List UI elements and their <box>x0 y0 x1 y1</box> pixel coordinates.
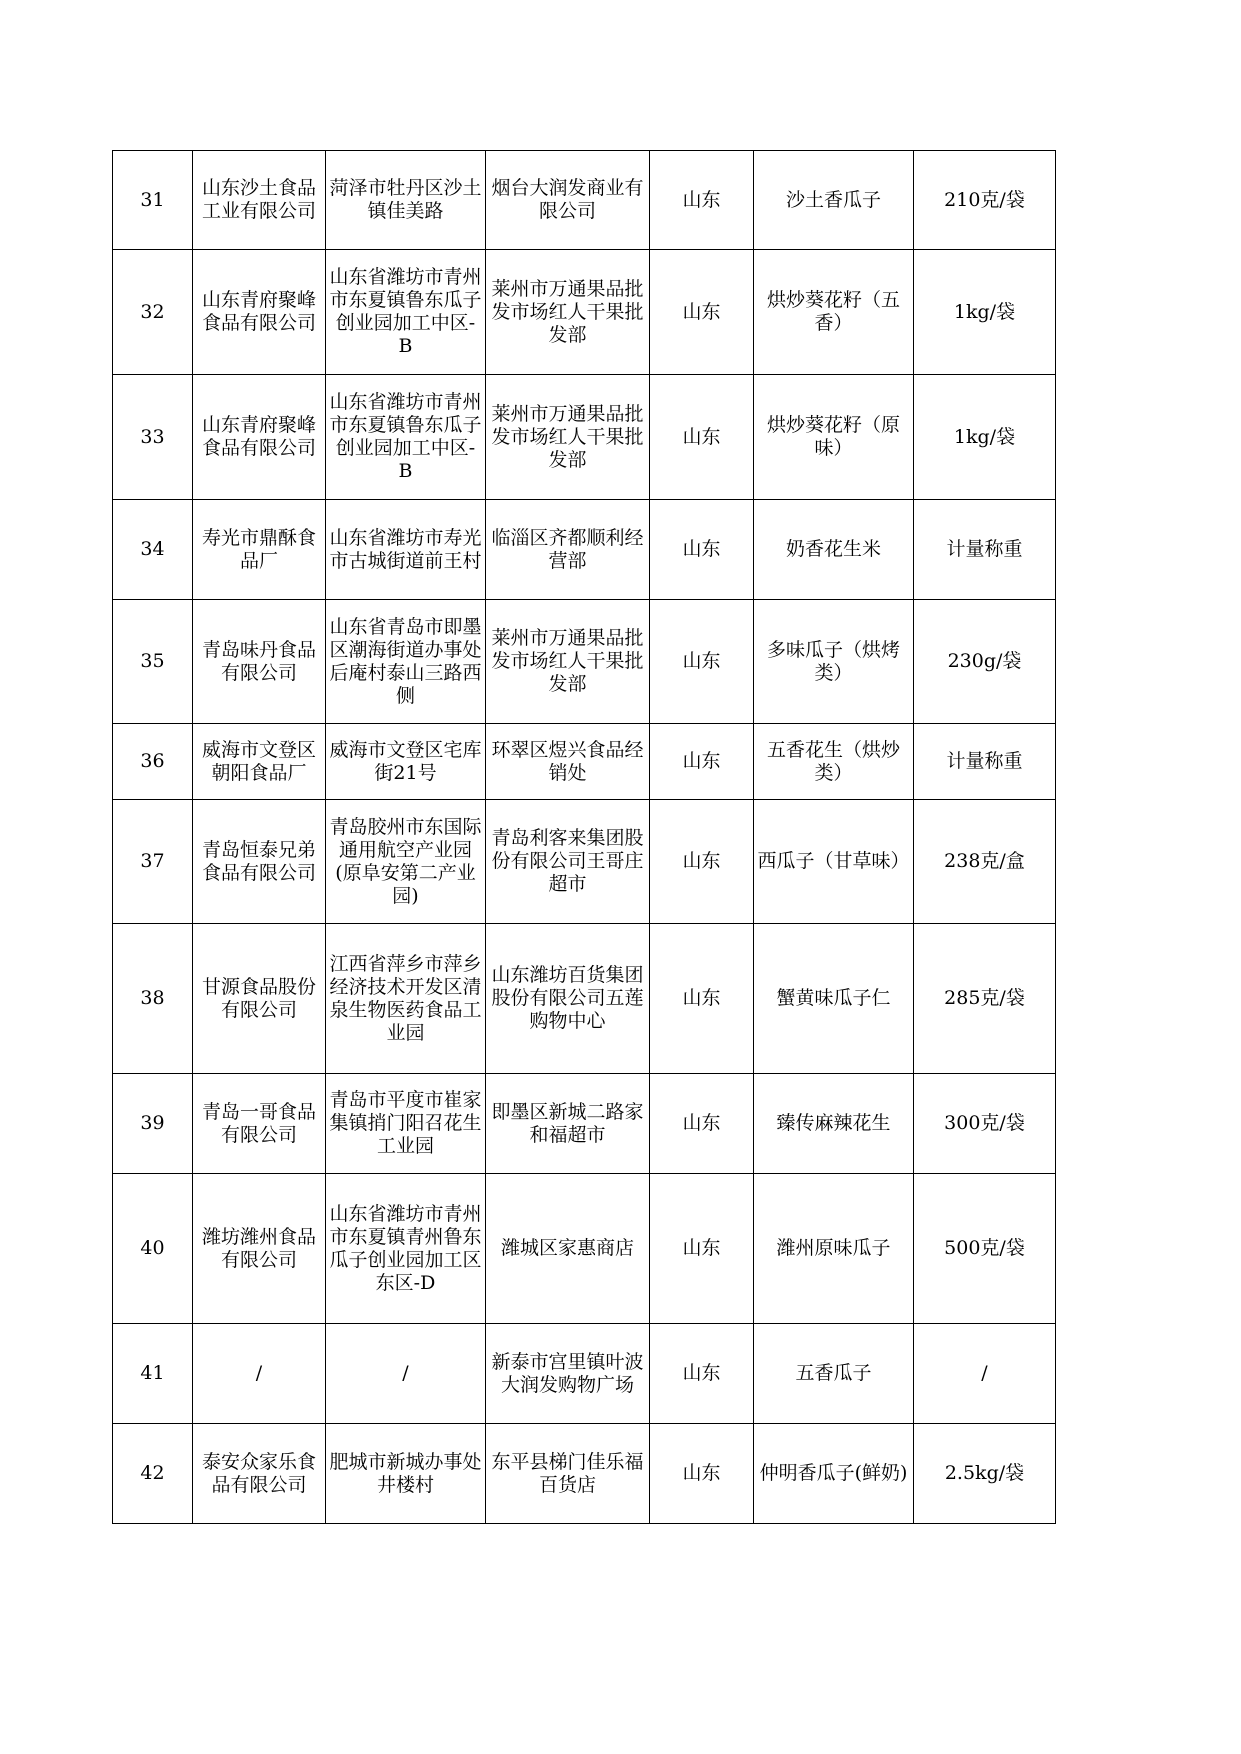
product-table <box>112 150 1056 1524</box>
cell-spec: 计量称重 <box>914 724 1056 800</box>
cell-address: 肥城市新城办事处井楼村 <box>326 1424 486 1524</box>
cell-product: 多味瓜子（烘烤类） <box>754 600 914 724</box>
cell-spec: 计量称重 <box>914 500 1056 600</box>
cell-product: 奶香花生米 <box>754 500 914 600</box>
cell-spec: 238克/盒 <box>914 800 1056 924</box>
cell-address: / <box>326 1324 486 1424</box>
table-row <box>113 1174 1056 1324</box>
cell-manufacturer: 威海市文登区朝阳食品厂 <box>193 724 326 800</box>
cell-no: 42 <box>113 1424 193 1524</box>
cell-spec: 285克/袋 <box>914 924 1056 1074</box>
cell-manufacturer: 潍坊潍州食品有限公司 <box>193 1174 326 1324</box>
cell-manufacturer: 青岛一哥食品有限公司 <box>193 1074 326 1174</box>
cell-address: 山东省潍坊市青州市东夏镇鲁东瓜子创业园加工中区-B <box>326 250 486 375</box>
cell-no: 34 <box>113 500 193 600</box>
cell-province: 山东 <box>650 151 754 250</box>
table-row <box>113 724 1056 800</box>
cell-spec: / <box>914 1324 1056 1424</box>
cell-province: 山东 <box>650 924 754 1074</box>
cell-province: 山东 <box>650 250 754 375</box>
cell-manufacturer: / <box>193 1324 326 1424</box>
cell-no: 41 <box>113 1324 193 1424</box>
cell-province: 山东 <box>650 375 754 500</box>
cell-product: 蟹黄味瓜子仁 <box>754 924 914 1074</box>
cell-manufacturer: 甘源食品股份有限公司 <box>193 924 326 1074</box>
cell-manufacturer: 山东青府聚峰食品有限公司 <box>193 375 326 500</box>
table-row <box>113 250 1056 375</box>
cell-manufacturer: 青岛恒泰兄弟食品有限公司 <box>193 800 326 924</box>
cell-address: 山东省潍坊市青州市东夏镇鲁东瓜子创业园加工中区-B <box>326 375 486 500</box>
cell-seller: 莱州市万通果品批发市场红人干果批发部 <box>486 600 650 724</box>
cell-no: 35 <box>113 600 193 724</box>
table-row <box>113 1424 1056 1524</box>
cell-spec: 500克/袋 <box>914 1174 1056 1324</box>
cell-address: 江西省萍乡市萍乡经济技术开发区清泉生物医药食品工业园 <box>326 924 486 1074</box>
cell-address: 青岛胶州市东国际通用航空产业园(原阜安第二产业园) <box>326 800 486 924</box>
cell-product: 沙土香瓜子 <box>754 151 914 250</box>
cell-province: 山东 <box>650 1424 754 1524</box>
cell-address: 山东省潍坊市寿光市古城街道前王村 <box>326 500 486 600</box>
cell-no: 33 <box>113 375 193 500</box>
cell-province: 山东 <box>650 600 754 724</box>
cell-product: 五香花生（烘炒类） <box>754 724 914 800</box>
cell-product: 潍州原味瓜子 <box>754 1174 914 1324</box>
cell-product: 西瓜子（甘草味） <box>754 800 914 924</box>
cell-product: 仲明香瓜子(鲜奶) <box>754 1424 914 1524</box>
cell-address: 青岛市平度市崔家集镇捎门阳召花生工业园 <box>326 1074 486 1174</box>
cell-province: 山东 <box>650 1324 754 1424</box>
cell-seller: 莱州市万通果品批发市场红人干果批发部 <box>486 375 650 500</box>
cell-product: 烘炒葵花籽（原味） <box>754 375 914 500</box>
table-row <box>113 600 1056 724</box>
cell-product: 烘炒葵花籽（五香） <box>754 250 914 375</box>
cell-no: 37 <box>113 800 193 924</box>
cell-spec: 1kg/袋 <box>914 375 1056 500</box>
cell-manufacturer: 山东青府聚峰食品有限公司 <box>193 250 326 375</box>
cell-province: 山东 <box>650 800 754 924</box>
cell-address: 威海市文登区宅库街21号 <box>326 724 486 800</box>
cell-seller: 烟台大润发商业有限公司 <box>486 151 650 250</box>
cell-address: 菏泽市牡丹区沙土镇佳美路 <box>326 151 486 250</box>
cell-address: 山东省潍坊市青州市东夏镇青州鲁东瓜子创业园加工区东区-D <box>326 1174 486 1324</box>
cell-manufacturer: 寿光市鼎酥食品厂 <box>193 500 326 600</box>
cell-province: 山东 <box>650 500 754 600</box>
cell-no: 39 <box>113 1074 193 1174</box>
cell-seller: 临淄区齐都顺利经营部 <box>486 500 650 600</box>
cell-spec: 1kg/袋 <box>914 250 1056 375</box>
table-row <box>113 924 1056 1074</box>
cell-no: 31 <box>113 151 193 250</box>
table-row <box>113 375 1056 500</box>
cell-seller: 青岛利客来集团股份有限公司王哥庄超市 <box>486 800 650 924</box>
cell-seller: 新泰市宫里镇叶波大润发购物广场 <box>486 1324 650 1424</box>
cell-seller: 潍城区家惠商店 <box>486 1174 650 1324</box>
cell-product: 五香瓜子 <box>754 1324 914 1424</box>
table-row <box>113 1324 1056 1424</box>
cell-province: 山东 <box>650 724 754 800</box>
table-row <box>113 151 1056 250</box>
cell-manufacturer: 青岛味丹食品有限公司 <box>193 600 326 724</box>
cell-seller: 莱州市万通果品批发市场红人干果批发部 <box>486 250 650 375</box>
table-row <box>113 1074 1056 1174</box>
cell-no: 32 <box>113 250 193 375</box>
cell-product: 臻传麻辣花生 <box>754 1074 914 1174</box>
cell-seller: 环翠区煜兴食品经销处 <box>486 724 650 800</box>
cell-spec: 210克/袋 <box>914 151 1056 250</box>
cell-address: 山东省青岛市即墨区潮海街道办事处后庵村泰山三路西侧 <box>326 600 486 724</box>
cell-spec: 300克/袋 <box>914 1074 1056 1174</box>
cell-spec: 230g/袋 <box>914 600 1056 724</box>
cell-province: 山东 <box>650 1074 754 1174</box>
cell-spec: 2.5kg/袋 <box>914 1424 1056 1524</box>
table-row <box>113 800 1056 924</box>
cell-province: 山东 <box>650 1174 754 1324</box>
cell-seller: 山东潍坊百货集团股份有限公司五莲购物中心 <box>486 924 650 1074</box>
cell-no: 40 <box>113 1174 193 1324</box>
cell-manufacturer: 泰安众家乐食品有限公司 <box>193 1424 326 1524</box>
cell-seller: 东平县梯门佳乐福百货店 <box>486 1424 650 1524</box>
cell-manufacturer: 山东沙土食品工业有限公司 <box>193 151 326 250</box>
cell-seller: 即墨区新城二路家和福超市 <box>486 1074 650 1174</box>
cell-no: 36 <box>113 724 193 800</box>
table-row <box>113 500 1056 600</box>
cell-no: 38 <box>113 924 193 1074</box>
